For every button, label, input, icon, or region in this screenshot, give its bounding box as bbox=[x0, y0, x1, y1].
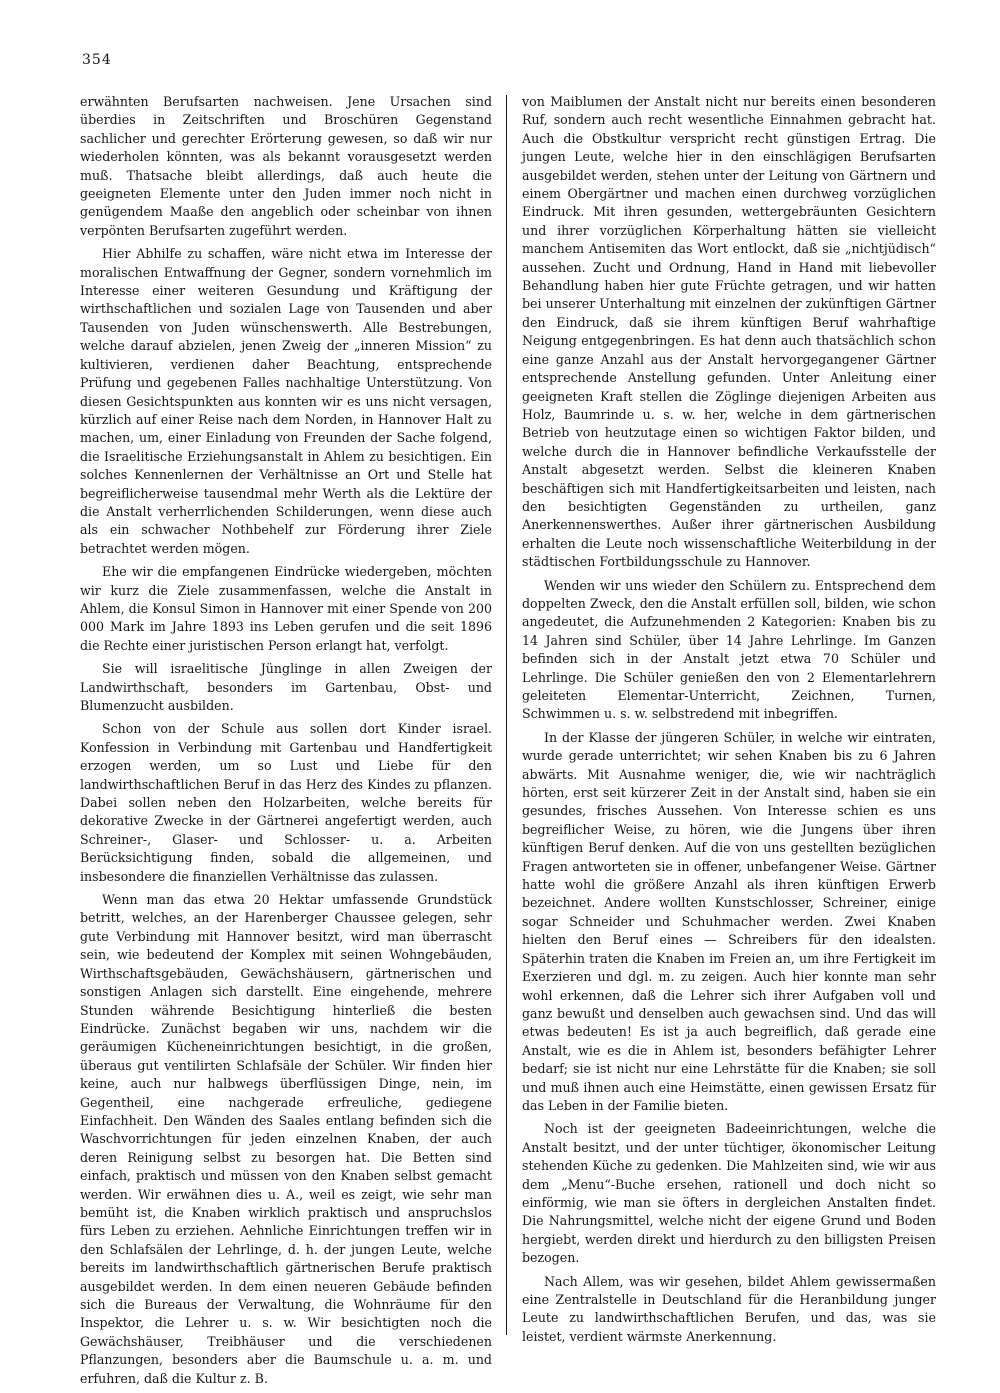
page-number: 354 bbox=[82, 52, 112, 68]
paragraph: Nach Allem, was wir gesehen, bildet Ahlem gewissermaßen eine Zentralstelle in Deutschland für die Heranbildung junger Leute zu landwirthschaftlichen Berufen, und das, was sie leistet, verdient wärmste Anerkennung. bbox=[522, 1273, 936, 1344]
paragraph: Sie will israelitische Jünglinge in allen Zweigen der Landwirthschaft, besonders im Gartenbau, Obst- und Blumenzucht ausbilden. bbox=[80, 661, 492, 713]
column-divider bbox=[506, 95, 507, 1335]
paragraph: von Maiblumen der Anstalt nicht nur bereits einen besonderen Ruf, sondern auch recht wesentliche Einnahmen gebracht hat. Auch die Obstkultur verspricht recht günstigen Ertrag. Die jungen Leute, welche hier in den einschlägigen Berufsarten ausgebildet werden, stehen unter der Leitung von Gärtnern und einem Obergärtner und machen einen durchweg vorzüglichen Eindruck. Mit ihren gesunden, wettergebräunten Gesichtern und ihrer vorzüglichen Körperhaltung hätten sie vielleicht manchem Antisemiten das Wort entlockt, daß sie „nichtjüdisch“ aussehen. Zucht und Ordnung, Hand in Hand mit liebevoller Behandlung haben hier gute Früchte getragen, und wir hatten bei unserer Unterhaltung mit einzelnen der zukünftigen Gärtner den Eindruck, daß sie ihrem künftigen Beruf wahrhaftige Neigung entgegenbringen. Es hat denn auch thatsächlich schon eine ganze Anzahl aus der Anstalt hervorgegangener Gärtner entsprechende Anstellung gefunden. Unter Anleitung einer geeigneten Kraft stellen die Zöglinge diejenigen Arbeiten aus Holz, Baumrinde u. s. w. her, welche in dem gärtnerischen Betrieb von heutzutage einen so wichtigen Faktor bilden, und welche durch die in Hannover befindliche Verkaufsstelle der Anstalt abgesetzt werden. Selbst die kleineren Knaben beschäftigen sich mit Handfertigkeitsarbeiten und leisten, nach den besichtigten Gegenständen zu urtheilen, ganz Anerkennenswerthes. Außer ihrer gärtnerischen Ausbildung erhalten die Leute noch wissenschaftliche Weiterbildung in der städtischen Fortbildungsschule zu Hannover. bbox=[522, 94, 936, 570]
paragraph: Hier Abhilfe zu schaffen, wäre nicht etwa im Interesse der moralischen Entwaffnung der Gegner, sondern vornehmlich im Interesse einer weiteren Gesundung und Kräftigung der wirthschaftlichen und sozialen Lage von Tausenden und aber Tausenden von Juden wünschenswerth. Alle Bestrebungen, welche darauf abzielen, jenen Zweig der „inneren Mission“ zu kultivieren, verdienen daher Beachtung, entsprechende Prüfung und gegebenen Falles nachhaltige Unterstützung. Von diesen Gesichtspunkten aus konnten wir es uns nicht versagen, kürzlich auf einer Reise nach dem Norden, in Hannover Halt zu machen, um, einer Einladung von Freunden der Sache folgend, die Israelitische Erziehungsanstalt in Ahlem zu besichtigen. Ein solches Kennenlernen der Verhältnisse an Ort und Stelle hat begreiflicherweise tausendmal mehr Werth als die Lektüre der die Anstalt verherrlichenden Schilderungen, wenn diese auch als ein schwacher Nothbehelf zur Förderung ihrer Ziele betrachtet werden mögen. bbox=[80, 246, 492, 556]
paragraph: Wenn man das etwa 20 Hektar umfassende Grundstück betritt, welches, an der Harenberger Chaussee gelegen, sehr gute Verbindung mit Hannover besitzt, wird man überrascht sein, wie bedeutend der Komplex mit seinen Wohngebäuden, Wirthschaftsgebäuden, Gewächshäusern, gärtnerischen und sonstigen Anlagen sich darstellt. Eine eingehende, mehrere Stunden währende Besichtigung hinterließ die besten Eindrücke. Zunächst begaben wir uns, nachdem wir die geräumigen Kücheneinrichtungen besichtigt, in die großen, überaus gut ventilirten Schlafsäle der Schüler. Wir finden hier keine, auch nur halbwegs überflüssigen Dinge, nein, im Gegentheil, eine nachgerade erfreuliche, gediegene Einfachheit. Den Wänden des Saales entlang befinden sich die Waschvorrichtungen für jeden einzelnen Knaben, der auch deren Reinigung selbst zu besorgen hat. Die Betten sind einfach, praktisch und müssen von den Knaben selbst gemacht werden. Wir erwähnen dies u. A., weil es zeigt, wie sehr man bemüht ist, die Knaben wirklich praktisch und anspruchslos fürs Leben zu erziehen. Aehnliche Einrichtungen treffen wir in den Schlafsälen der Lehrlinge, d. h. der jungen Leute, welche bereits im landwirthschaftlich gärtnerischen Berufe praktisch ausgebildet werden. In dem einen neueren Gebäude befinden sich die Bureaus der Verwaltung, die Wohnräume für den Inspektor, die Lehrer u. s. w. Wir besichtigten noch die Gewächshäuser, Treibhäuser und die verschiedenen Pflanzungen, besonders aber die Baumschule u. a. m. und erfuhren, daß die Kultur z. B. bbox=[80, 892, 492, 1386]
paragraph: Noch ist der geeigneten Badeeinrichtungen, welche die Anstalt besitzt, und der unter tüchtiger, ökonomischer Leitung stehenden Küche zu gedenken. Die Mahlzeiten sind, wie wir aus dem „Menu“-Buche ersehen, rationell und doch nicht so einförmig, wie man sie öfters in dergleichen Anstalten findet. Die Nahrungsmittel, welche nicht der eigene Grund und Boden hergiebt, werden direkt und hierdurch zu den billigsten Preisen bezogen. bbox=[522, 1121, 936, 1266]
paragraph: Ehe wir die empfangenen Eindrücke wiedergeben, möchten wir kurz die Ziele zusammenfassen, welche die Anstalt in Ahlem, die Konsul Simon in Hannover mit einer Spende von 200 000 Mark im Jahre 1893 ins Leben gerufen und die seit 1896 die Rechte einer juristischen Person erlangt hat, verfolgt. bbox=[80, 564, 492, 653]
right-column bbox=[522, 93, 936, 1351]
paragraph: Schon von der Schule aus sollen dort Kinder israel. Konfession in Verbindung mit Gartenbau und Handfertigkeit erzogen werden, um so Lust und Liebe für den landwirthschaftlichen Beruf in das Herz des Kindes zu pflanzen. Dabei sollen neben den Holzarbeiten, welche bereits für dekorative Zwecke in der Gärtnerei angefertigt werden, auch Schreiner-, Glaser- und Schlosser- u. a. Arbeiten Berücksichtigung finden, sobald die allgemeinen, und insbesondere die finanziellen Verhältnisse das zulassen. bbox=[80, 721, 492, 884]
left-column bbox=[80, 93, 492, 1393]
paragraph: In der Klasse der jüngeren Schüler, in welche wir eintraten, wurde gerade unterrichtet; wir sehen Knaben bis zu 6 Jahren abwärts. Mit Ausnahme weniger, die, wie wir nachträglich hörten, erst seit kürzerer Zeit in der Anstalt sind, haben sie ein gesundes, frisches Aussehen. Von Interesse schien es uns begreiflicher Weise, zu hören, wie die Jungens über ihren künftigen Beruf denken. Auf die von uns gestellten bezüglichen Fragen antworteten sie in offener, unbefangener Weise. Gärtner hatte wohl die größere Anzahl als ihren künftigen Erwerb bezeichnet. Andere wollten Kunstschlosser, Schreiner, einige sogar Schneider und Schuhmacher werden. Zwei Knaben hielten den Beruf eines — Schreibers für den idealsten. Späterhin traten die Knaben im Freien an, um ihre Fertigkeit im Exerzieren und dgl. m. zu zeigen. Auch hier konnte man sehr wohl erkennen, daß die Lehrer sich ihrer Aufgaben voll und ganz bewußt und denselben auch gewachsen sind. Und das will etwas bedeuten! Es ist ja auch begreiflich, daß gerade eine Anstalt, wie es die in Ahlem ist, besonders befähigter Lehrer bedarf; sie ist nicht nur eine Lehrstätte für die Knaben; sie soll und muß ihnen auch eine Heimstätte, einen gewissen Ersatz für das Leben in der Familie bieten. bbox=[522, 729, 936, 1113]
paragraph: Wenden wir uns wieder den Schülern zu. Entsprechend dem doppelten Zweck, den die Anstalt erfüllen soll, bilden, wie schon angedeutet, die Aufzunehmenden 2 Kategorien: Knaben bis zu 14 Jahren sind Schüler, über 14 Jahre Lehrlinge. Im Ganzen befinden sich in der Anstalt jetzt etwa 70 Schüler und Lehrlinge. Die Schüler genießen den von 2 Elementarlehrern geleiteten Elementar-Unterricht, Zeichnen, Turnen, Schwimmen u. s. w. selbstredend mit inbegriffen. bbox=[522, 577, 936, 722]
paragraph: erwähnten Berufsarten nachweisen. Jene Ursachen sind überdies in Zeitschriften und Broschüren Gegenstand sachlicher und gerechter Erörterung gewesen, so daß wir nur wiederholen könnten, was als bekannt vorausgesetzt werden muß. Thatsache bleibt allerdings, daß auch heute die geeigneten Elemente unter den Juden immer noch nicht in genügendem Maaße den angeblich oder scheinbar von ihnen verpönten Berufsarten zugeführt werden. bbox=[80, 94, 492, 238]
